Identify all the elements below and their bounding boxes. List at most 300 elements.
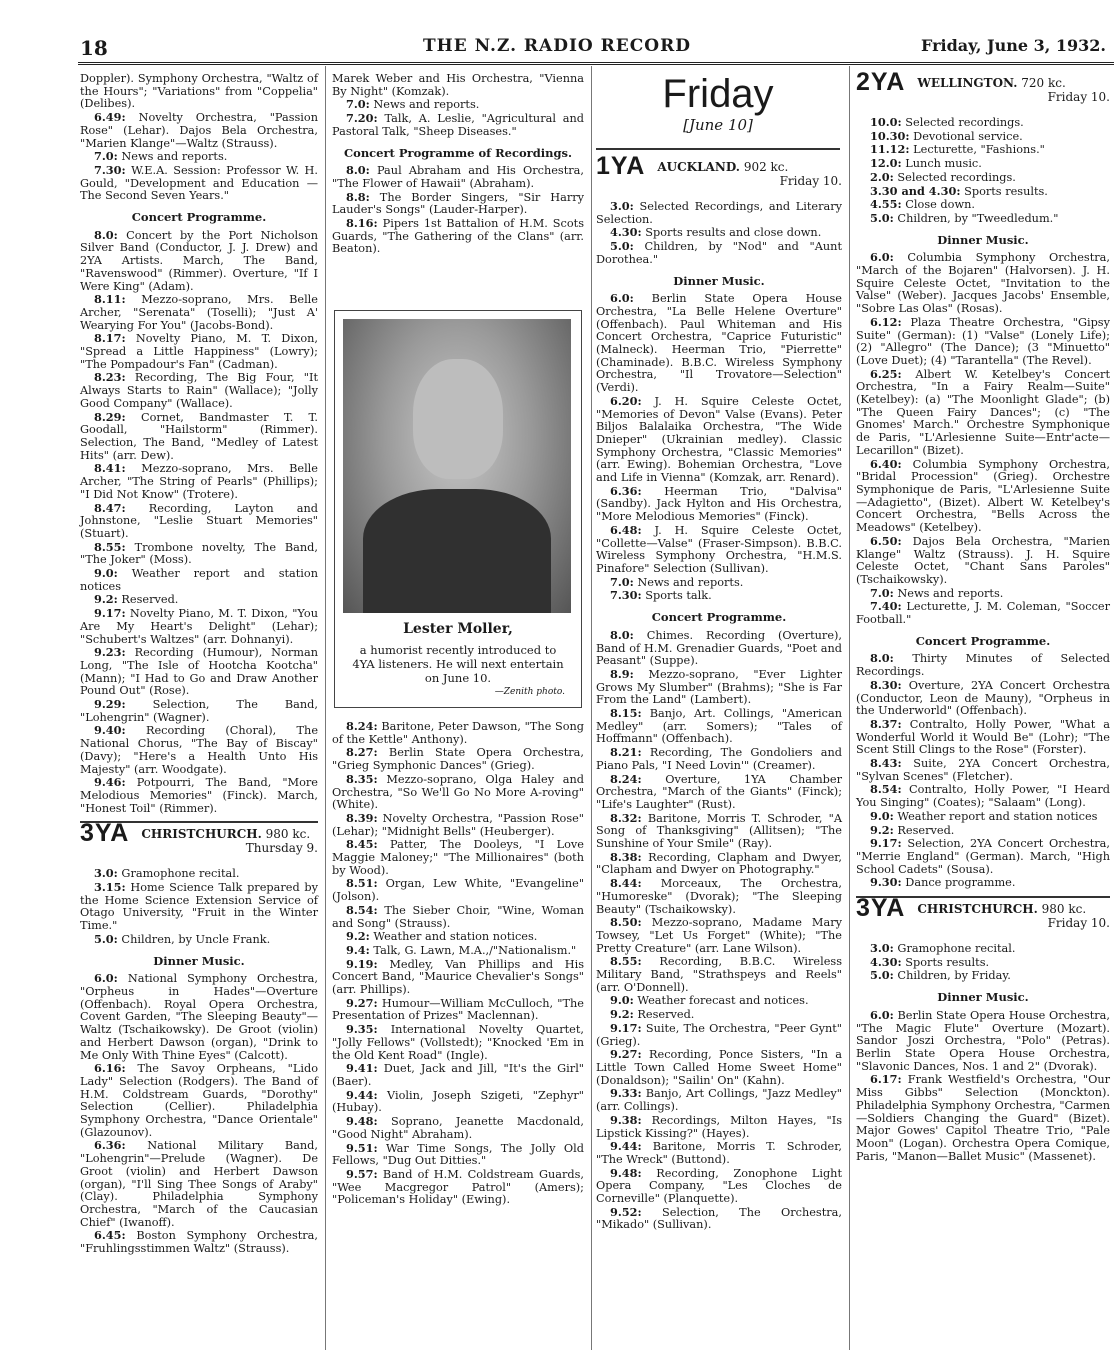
- programme-list: [80, 229, 318, 816]
- programme-item: [332, 1023, 584, 1062]
- programme-text: Albert W. Ketelbey's Concert Orchestra, "In a Fairy Realm—Suite" (Ketelbey): (a) "The Moonlight Glade"; (b) "The Queen Fairy Dances"; (c) "The Gnomes' March." Orchestre Symphonique de Paris, "L'Arlesienne Suite—Entr'acte—Lecarillon" (Bizet).: [856, 367, 1110, 457]
- programme-text: Weather report and station notices: [80, 567, 318, 593]
- programme-list: [856, 652, 1110, 890]
- day-banner: [596, 72, 840, 150]
- programme-time: 9.29:: [94, 697, 126, 712]
- programme-time: 9.33:: [610, 1086, 642, 1101]
- programme-text: Gramophone recital.: [121, 867, 240, 881]
- programme-item: [80, 371, 318, 410]
- programme-time: 3.0:: [870, 941, 894, 956]
- programme-text: Pipers 1st Battalion of H.M. Scots Guards, "The Gathering of the Clans" (arr. Beaton).: [332, 217, 584, 256]
- programme-text: W.E.A. Session: Professor W. H. Gould, "Development and Education —The Second Seven Years.": [80, 163, 319, 203]
- programme-item: [332, 1062, 584, 1088]
- station-call-sign: 3YA: [80, 819, 130, 848]
- programme-item: [596, 994, 842, 1008]
- issue-date: Friday, June 3, 1932.: [920, 36, 1106, 55]
- programme-item: [856, 535, 1110, 587]
- programme-text: Recording (Choral), The National Chorus, "The Bay of Biscay" (Davy); "Here's a Health Unto His Majesty" (arr. Woodgate).: [80, 724, 319, 776]
- programme-time: 6.36:: [610, 483, 642, 498]
- programme-text: War Time Songs, The Jolly Old Fellows, "Dug Out Ditties.": [332, 1141, 584, 1168]
- portrait-suit: [363, 489, 551, 613]
- programme-time: 9.44:: [610, 1139, 642, 1154]
- programme-item: [80, 593, 318, 607]
- programme-list: [80, 972, 318, 1255]
- station-frequency: 720 kc.: [1021, 76, 1066, 90]
- programme-item: [856, 969, 1110, 983]
- programme-item: [856, 837, 1110, 876]
- programme-list: [332, 72, 584, 139]
- programme-item: [80, 567, 318, 593]
- programme-time: 8.47:: [94, 500, 126, 515]
- column-2-lower: [332, 720, 584, 1207]
- station-day: Thursday 9.: [245, 841, 318, 856]
- programme-text: Organ, Lew White, "Evangeline" (Jolson).: [332, 877, 585, 904]
- programme-text: Soprano, Jeanette Macdonald, "Good Night" Abraham).: [332, 1115, 585, 1141]
- programme-item: [332, 98, 584, 112]
- programme-time: 3.0:: [94, 866, 118, 881]
- programme-text: Mezzo-soprano, Olga Haley and Orchestra, "So We'll Go No More A-roving" (White).: [332, 772, 584, 812]
- programme-text: News and reports.: [121, 150, 228, 164]
- programme-item: [80, 776, 318, 815]
- programme-time: 6.36:: [94, 1138, 126, 1153]
- programme-time: 8.23:: [94, 370, 126, 385]
- programme-time: 8.27:: [346, 745, 378, 760]
- programme-text: Mezzo-soprano, "Ever Lighter Grows My Slumber" (Brahms); "She is Far From the Land" (Lambert).: [596, 667, 843, 707]
- programme-time: 8.0:: [870, 651, 894, 666]
- programme-time: 8.16:: [346, 216, 378, 231]
- programme-time: 9.40:: [94, 723, 126, 738]
- programme-item: [80, 150, 318, 164]
- programme-item: [80, 293, 318, 332]
- programme-item: [80, 724, 318, 776]
- programme-text: Banjo, Art. Collings, "American Medley" (arr. Somers); "Tales of Hoffmann" (Offenbach).: [596, 707, 843, 746]
- programme-item: [856, 171, 1110, 185]
- programme-text: Lunch music.: [905, 157, 982, 171]
- programme-list: [856, 116, 1110, 226]
- programme-text: Novelty Piano, M. T. Dixon, "You Are My Heart's Delight" (Lehar); "Schubert's Waltzes" (arr. Dohnanyi).: [80, 607, 318, 646]
- programme-text: Recording, The Big Four, "It Always Starts to Rain" (Wallace); "Jolly Good Company" (Wallace).: [80, 371, 318, 410]
- station-city: AUCKLAND.: [657, 160, 740, 174]
- programme-time: 9.41:: [346, 1061, 378, 1076]
- programme-item: [856, 810, 1110, 824]
- programme-text: The Border Singers, "Sir Harry Lauder's Songs" (Lauder-Harper).: [332, 190, 585, 217]
- programme-item: [596, 1206, 842, 1232]
- programme-time: 6.50:: [870, 533, 902, 548]
- column-divider: [849, 66, 850, 1350]
- programme-text: Recording, B.B.C. Wireless Military Band, "Strathspeys and Reels" (arr. O'Donnell).: [596, 955, 843, 994]
- programme-text: Mezzo-soprano, Mrs. Belle Archer, "The String of Pearls" (Phillips); "I Did Not Know" (Trotere).: [80, 462, 318, 501]
- programme-list: [332, 164, 584, 256]
- programme-item: [332, 191, 584, 217]
- programme-item: [80, 1229, 318, 1255]
- programme-text: Columbia Symphony Orchestra, "March of the Bojaren" (Halvorsen). J. H. Squire Celeste Octet, "Invitation to the Valse" (Weber). Jacques Jacobs' Ensemble, "Sobre Las Olas" (Rosas).: [856, 251, 1110, 316]
- station-day: Friday 10.: [1047, 90, 1110, 104]
- programme-text: Recording, Zonophone Light Opera Company, "Les Cloches de Corneville" (Planquette).: [596, 1166, 842, 1206]
- station-day: Friday 10.: [779, 174, 842, 188]
- programme-time: 8.29:: [94, 409, 126, 424]
- programme-time: 8.54:: [870, 782, 902, 797]
- programme-time: 8.0:: [346, 163, 370, 178]
- programme-time: 8.11:: [94, 292, 126, 307]
- programme-text: Selected Recordings, and Literary Selection.: [596, 200, 843, 226]
- programme-item: [80, 972, 318, 1062]
- station-frequency: 980 kc.: [1041, 902, 1087, 917]
- programme-item: [856, 251, 1110, 316]
- programme-item: [596, 485, 842, 524]
- programme-time: 6.45:: [94, 1228, 126, 1243]
- programme-text: Dajos Bela Orchestra, "Marien Klange" Waltz (Strauss). J. H. Squire Celeste Octet, "Chant Sans Paroles" (Tschaikowsky).: [856, 534, 1110, 586]
- programme-text: Overture, 2YA Concert Orchestra (Conductor, Leon de Mauny), "Orpheus in the Underworld" (Offenbach).: [856, 678, 1111, 718]
- programme-text: J. H. Squire Celeste Octet, "Memories of Devon" Valse (Evans). Peter Biljos Balalaika Orchestra, "The Wide Dnieper" (Ukrainian medley). Classic Symphony Orchestra, "Classic Memories" (arr. Ewing). Bohemian Orchestra, "Love and Life in Vienna" (Komzak, arr. Renard).: [596, 394, 843, 485]
- programme-list: [856, 942, 1110, 983]
- programme-item: [596, 851, 842, 877]
- programme-item: [332, 112, 584, 138]
- programme-text: Novelty Orchestra, "Passion Rose" (Lehar); "Midnight Bells" (Heuberger).: [332, 811, 585, 838]
- programme-time: 9.44:: [346, 1087, 378, 1102]
- station-call-sign: 2YA: [856, 68, 906, 96]
- programme-time: 6.20:: [610, 393, 642, 408]
- publication-title: THE N.Z. RADIO RECORD: [423, 36, 691, 56]
- station-city: CHRISTCHURCH.: [917, 902, 1038, 917]
- programme-text: News and reports.: [897, 586, 1004, 600]
- programme-time: 5.0:: [610, 239, 634, 254]
- programme-item: [332, 997, 584, 1023]
- programme-item: [596, 226, 842, 240]
- programme-item: [596, 240, 842, 266]
- programme-time: 8.24:: [346, 719, 378, 733]
- programme-text: Contralto, Holly Power, "I Heard You Singing" (Coates); "Salaam" (Long).: [856, 783, 1111, 810]
- programme-time: 6.40:: [870, 456, 902, 471]
- programme-text: Weather and station notices.: [373, 930, 538, 944]
- programme-list: [80, 867, 318, 946]
- programme-text: Weather report and station notices: [897, 809, 1098, 823]
- programme-text: Recording, The Gondoliers and Piano Pals, "I Need Lovin'" (Creamer).: [596, 746, 842, 772]
- programme-text: Children, by Uncle Frank.: [121, 932, 271, 946]
- programme-text: Home Science Talk prepared by the Home Science Extension Service of Otago University, "Fruit in the Winter Time.": [80, 881, 319, 933]
- programme-item: [856, 185, 1110, 199]
- programme-text: Marek Weber and His Orchestra, "Vienna By Night" (Komzak).: [332, 72, 584, 98]
- programme-text: National Military Band, "Lohengrin"—Prelude (Wagner). De Groot (violin) and Herbert Dawson (organ), "I'll Sing Thee Songs of Araby" (Clay). Philadelphia Symphony Orchestra, "March of the Caucasian Chief" (Iwanoff).: [80, 1139, 319, 1229]
- programme-text: Columbia Symphony Orchestra, "Bridal Procession" (Grieg). Orchestre Symphonique de Paris, "L'Arlesienne Suite—Adagietto", (Bizet). Albert W. Ketelbey's Concert Orchestra, "Bells Across the Meadows" (Ketelbey).: [856, 457, 1111, 535]
- programme-time: 4.30:: [610, 225, 642, 240]
- programme-item: [80, 164, 318, 203]
- programme-time: 6.12:: [870, 314, 902, 329]
- programme-item: [80, 411, 318, 463]
- programme-item: [856, 198, 1110, 212]
- header-rule: [78, 62, 1114, 65]
- programme-time: 6.0:: [870, 1007, 894, 1022]
- programme-item: [596, 916, 842, 955]
- station-call-sign: 1YA: [596, 152, 646, 180]
- programme-text: Chimes. Recording (Overture), Band of H.M. Grenadier Guards, "Poet and Peasant" (Suppe).: [596, 628, 843, 668]
- programme-time: 8.30:: [870, 677, 902, 692]
- programme-text: Close down.: [905, 198, 975, 212]
- programme-text: Violin, Joseph Szigeti, "Zephyr" (Hubay).: [332, 1088, 584, 1115]
- programme-time: 8.8:: [346, 189, 370, 204]
- photo-credit: —Zenith photo.: [494, 687, 565, 697]
- programme-text: Sports results.: [964, 184, 1048, 198]
- programme-time: 8.45:: [346, 837, 378, 852]
- programme-time: 6.0:: [610, 291, 634, 306]
- programme-item: [596, 1048, 842, 1087]
- programme-text: Lecturette, "Fashions.": [913, 143, 1045, 157]
- programme-item: [80, 933, 318, 947]
- programme-time: 7.0:: [870, 585, 894, 600]
- programme-list: [856, 1009, 1110, 1163]
- programme-text: Sports results.: [905, 955, 990, 969]
- programme-time: 8.0:: [94, 227, 118, 242]
- programme-time: 8.43:: [870, 756, 902, 771]
- programme-item: [596, 812, 842, 851]
- programme-text: Berlin State Opera Orchestra, "Grieg Symphonic Dances" (Grieg).: [332, 746, 584, 773]
- programme-text: Doppler). Symphony Orchestra, "Waltz of the Hours"; "Variations" from "Coppelia" (Delibes).: [80, 72, 318, 111]
- programme-text: Berlin State Opera House Orchestra, "La Belle Helene Overture" (Offenbach). Paul Whiteman and His Concert Orchestra, "Caprice Futuristic" (Malneck). Heerman Trio, "Pierrette" (Chaminade). B.B.C. Wireless Symphony Orchestra, "Il Trovatore—Selection" (Verdi).: [596, 292, 842, 395]
- programme-text: Patter, The Dooleys, "I Love Maggie Maloney;" "The Millionaires" (both by Wood).: [332, 838, 584, 877]
- programme-item: [596, 395, 842, 485]
- column-divider: [325, 66, 326, 1350]
- day-title: Friday: [662, 72, 774, 116]
- programme-text: Morceaux, The Orchestra, "Humoreske" (Dvorak); "The Sleeping Beauty" (Tschaikowsky).: [596, 877, 842, 916]
- programme-text: Recording (Humour), Norman Long, "The Isle of Hootcha Kootcha" (Mann); "I Had to Go and Draw Another Pound Out" (Rose).: [80, 646, 318, 698]
- programme-item: [80, 229, 318, 294]
- programme-text: Mezzo-soprano, Mrs. Belle Archer, "Serenata" (Toselli); "Just A' Wearying For You" (Jacobs-Bond).: [80, 293, 318, 332]
- programme-time: 12.0:: [870, 156, 902, 171]
- programme-time: 8.24:: [610, 771, 642, 786]
- programme-text: The Sieber Choir, "Wine, Woman and Song" (Strauss).: [332, 903, 584, 930]
- programme-item: [332, 217, 584, 256]
- programme-item: [80, 607, 318, 646]
- programme-item: [596, 1140, 842, 1166]
- programme-list: [596, 292, 842, 603]
- day-date: [June 10]: [683, 116, 753, 134]
- programme-time: 9.38:: [610, 1112, 642, 1127]
- programme-item: [856, 212, 1110, 226]
- column-2: [332, 72, 584, 256]
- section-heading: Concert Programme.: [651, 610, 787, 625]
- programme-item: [856, 876, 1110, 890]
- programme-time: 9.17:: [94, 606, 126, 621]
- programme-item: [856, 679, 1110, 718]
- programme-item: [332, 958, 584, 997]
- programme-time: 3.30 and 4.30:: [870, 183, 961, 198]
- programme-item: [332, 164, 584, 190]
- programme-time: 6.0:: [94, 971, 118, 986]
- station-frequency: 902 kc.: [743, 160, 789, 174]
- programme-time: 9.23:: [94, 645, 126, 660]
- programme-item: [856, 157, 1110, 171]
- programme-time: 9.57:: [346, 1166, 378, 1181]
- programme-text: Baritone, Peter Dawson, "The Song of the Kettle" Anthony).: [332, 720, 585, 746]
- programme-text: Weather forecast and notices.: [637, 994, 809, 1008]
- station-header: [856, 896, 1110, 930]
- programme-item: [856, 458, 1110, 535]
- programme-item: [856, 942, 1110, 956]
- programme-time: 8.41:: [94, 461, 126, 476]
- column-1: [80, 72, 318, 1256]
- programme-text: Selection, 2YA Concert Orchestra, "Merrie England" (German). March, "High School Cadets" (Sousa).: [856, 837, 1111, 876]
- programme-time: 8.37:: [870, 716, 902, 731]
- programme-time: 9.27:: [346, 995, 378, 1010]
- programme-time: 8.39:: [346, 810, 378, 825]
- programme-time: 9.17:: [870, 836, 902, 851]
- section-heading: Dinner Music.: [673, 273, 765, 288]
- programme-text: International Novelty Quartet, "Jolly Fellows" (Vollstedt); "Knocked 'Em in the Old Kent Road" (Ingle).: [332, 1023, 584, 1062]
- programme-time: 9.48:: [610, 1165, 642, 1180]
- programme-text: News and reports.: [373, 98, 480, 112]
- programme-text: Suite, 2YA Concert Orchestra, "Sylvan Scenes" (Fletcher).: [856, 757, 1110, 783]
- programme-time: 8.38:: [610, 849, 642, 864]
- programme-time: 9.52:: [610, 1204, 642, 1219]
- column-4: [856, 68, 1111, 1163]
- programme-text: Talk, A. Leslie, "Agricultural and Pastoral Talk, "Sheep Diseases.": [332, 112, 585, 138]
- station-day: Friday 10.: [1047, 916, 1110, 931]
- programme-item: [80, 502, 318, 541]
- programme-text: Frank Westfield's Orchestra, "Our Miss Gibbs" Selection (Monckton). Philadelphia Symphony Orchestra, "Carmen—Soldiers Changing the Guard" (Bizet). Major Gowes' Capitol Theatre Trio, "Pale Moon" (Logan). Orchestra Opera Comique, Paris, "Manon—Ballet Music" (Massenet).: [856, 1073, 1111, 1163]
- programme-text: Suite, The Orchestra, "Peer Gynt" (Grieg).: [596, 1021, 843, 1048]
- programme-item: [856, 757, 1110, 783]
- section-heading: Concert Programme of Recordings.: [344, 145, 572, 160]
- programme-item: [80, 698, 318, 724]
- programme-text: Reserved.: [637, 1008, 695, 1022]
- programme-item: [80, 111, 318, 150]
- programme-item: [856, 1073, 1110, 1163]
- programme-text: Paul Abraham and His Orchestra, "The Flower of Hawaii" (Abraham).: [332, 164, 584, 190]
- programme-item: [596, 200, 842, 226]
- programme-text: Band of H.M. Coldstream Guards, "Wee Macgregor Patrol" (Amers); "Policeman's Holiday" (Ewing).: [332, 1167, 584, 1207]
- programme-text: The Savoy Orpheans, "Lido Lady" Selection (Rodgers). The Band of H.M. Coldstream Guards, "Dorothy" Selection (Cellier). Philadelphia Symphony Orchestra, "Dance Orientale" (Glazounov).: [80, 1062, 318, 1139]
- programme-item: [80, 541, 318, 567]
- section-heading: Concert Programme.: [915, 633, 1051, 648]
- programme-item: [856, 600, 1110, 626]
- programme-time: 8.0:: [610, 627, 634, 642]
- programme-text: National Symphony Orchestra, "Orpheus in Hades"—Overture (Offenbach). Royal Opera Orchestra, Covent Garden, "The Sleeping Beauty"—Waltz (Tschaikowsky). De Groot (violin) and Herbert Dawson (organ), "Drink to Me Only With Thine Eyes" (Calcott).: [80, 972, 318, 1062]
- programme-item: [596, 773, 842, 812]
- programme-item: [596, 1087, 842, 1113]
- station-city: WELLINGTON.: [917, 76, 1018, 90]
- programme-text: Talk, G. Lawn, M.A.,/"Nationalism.": [373, 943, 577, 957]
- programme-text: Heerman Trio, "Dalvisa" (Sandby). Jack Hylton and His Orchestra, "More Melodious Memories" (Finck).: [596, 484, 843, 524]
- programme-item: [596, 668, 842, 707]
- programme-time: 8.17:: [94, 331, 126, 346]
- programme-text: Selected recordings.: [897, 170, 1016, 184]
- programme-item: [856, 718, 1110, 757]
- programme-item: [596, 877, 842, 916]
- programme-text: News and reports.: [637, 575, 744, 589]
- programme-time: 2.0:: [870, 169, 894, 184]
- station-header: [596, 152, 842, 188]
- programme-time: 7.0:: [94, 149, 118, 164]
- programme-item: [332, 746, 584, 772]
- programme-time: 9.4:: [346, 942, 370, 957]
- programme-text: Children, by "Nod" and "Aunt Dorothea.": [596, 240, 843, 266]
- programme-text: Contralto, Holly Power, "What a Wonderful World it Would Be" (Lohr); "The Scent Still Clings to the Rose" (Forster).: [856, 717, 1110, 757]
- programme-time: 8.32:: [610, 810, 642, 825]
- programme-text: Medley, Van Phillips and His Concert Band, "Maurice Chevalier's Songs" (arr. Phillips).: [332, 957, 585, 997]
- programme-item: [596, 524, 842, 576]
- programme-time: 4.30:: [870, 954, 902, 969]
- programme-text: Selected recordings.: [905, 116, 1024, 129]
- section-heading: Concert Programme.: [131, 210, 267, 225]
- programme-time: 10.30:: [870, 128, 910, 143]
- programme-item: [596, 746, 842, 772]
- programme-text: Concert by the Port Nicholson Silver Band (Conductor, J. J. Drew) and 2YA Artists. March, The Band, "Ravenswood" (Rimmer). Overture, "If I Were King" (Adam).: [80, 228, 318, 293]
- photo-caption: a humorist recently introduced to 4YA listeners. He will next entertain on June 10.: [352, 643, 564, 685]
- programme-item: [596, 707, 842, 746]
- programme-item: [596, 1022, 842, 1048]
- programme-item: [856, 116, 1110, 130]
- programme-item: [596, 1114, 842, 1140]
- programme-list: [596, 200, 842, 267]
- portrait-face: [413, 359, 503, 479]
- programme-time: 5.0:: [94, 931, 118, 946]
- programme-time: 9.46:: [94, 775, 126, 790]
- programme-item: [332, 1142, 584, 1168]
- programme-time: 7.30:: [94, 162, 126, 177]
- programme-text: Devotional service.: [913, 129, 1023, 143]
- programme-time: 6.48:: [610, 522, 642, 537]
- programme-time: 8.55:: [94, 539, 126, 554]
- programme-item: [596, 629, 842, 668]
- programme-time: 7.0:: [610, 574, 634, 589]
- programme-item: [856, 316, 1110, 368]
- programme-time: 8.50:: [610, 915, 642, 930]
- programme-list: [596, 629, 842, 1232]
- programme-time: 9.17:: [610, 1020, 642, 1035]
- programme-item: [856, 824, 1110, 838]
- photo-caption-name: Lester Moller,: [403, 621, 513, 637]
- programme-time: 11.12:: [870, 142, 910, 157]
- programme-item: [80, 332, 318, 371]
- programme-item: [596, 1167, 842, 1206]
- programme-text: Baritone, Morris T. Schroder, "The Wreck" (Buttond).: [596, 1140, 842, 1166]
- programme-item: [596, 955, 842, 994]
- programme-text: Novelty Orchestra, "Passion Rose" (Lehar). Dajos Bela Orchestra, "Marien Klange"—Waltz (Strauss).: [80, 111, 319, 150]
- programme-text: Children, by "Tweedledum.": [897, 211, 1059, 225]
- programme-text: Children, by Friday.: [897, 969, 1011, 983]
- programme-time: 6.16:: [94, 1061, 126, 1076]
- programme-item: [80, 646, 318, 698]
- programme-time: 5.0:: [870, 210, 894, 225]
- programme-text: Sports results and close down.: [645, 226, 822, 240]
- programme-time: 9.2:: [94, 592, 118, 607]
- programme-time: 3.0:: [610, 199, 634, 213]
- programme-time: 6.25:: [870, 366, 902, 381]
- programme-text: Reserved.: [897, 823, 955, 837]
- programme-text: Mezzo-soprano, Madame Mary Towsey, "Let Us Forget" (White); "The Pretty Creature" (arr. Lane Wilson).: [596, 916, 843, 955]
- programme-item: [332, 877, 584, 903]
- programme-time: 6.17:: [870, 1072, 902, 1087]
- programme-item: [332, 812, 584, 838]
- programme-time: 8.44:: [610, 876, 642, 891]
- programme-item: [80, 881, 318, 933]
- programme-time: 9.2:: [346, 929, 370, 944]
- programme-time: 9.30:: [870, 875, 902, 890]
- programme-item: [856, 956, 1110, 970]
- programme-time: 8.55:: [610, 954, 642, 969]
- programme-time: 8.51:: [346, 876, 378, 891]
- programme-time: 9.0:: [610, 993, 634, 1008]
- programme-item: [856, 130, 1110, 144]
- programme-text: Boston Symphony Orchestra, "Fruhlingsstimmen Waltz" (Strauss).: [80, 1229, 319, 1256]
- programme-time: 7.30:: [610, 588, 642, 603]
- programme-item: [856, 783, 1110, 809]
- programme-time: 9.19:: [346, 956, 378, 971]
- programme-text: Selection, The Band, "Lohengrin" (Wagner).: [80, 698, 318, 724]
- programme-list: [80, 72, 318, 203]
- programme-item: [80, 72, 318, 111]
- programme-time: 4.55:: [870, 197, 902, 212]
- programme-item: [332, 720, 584, 746]
